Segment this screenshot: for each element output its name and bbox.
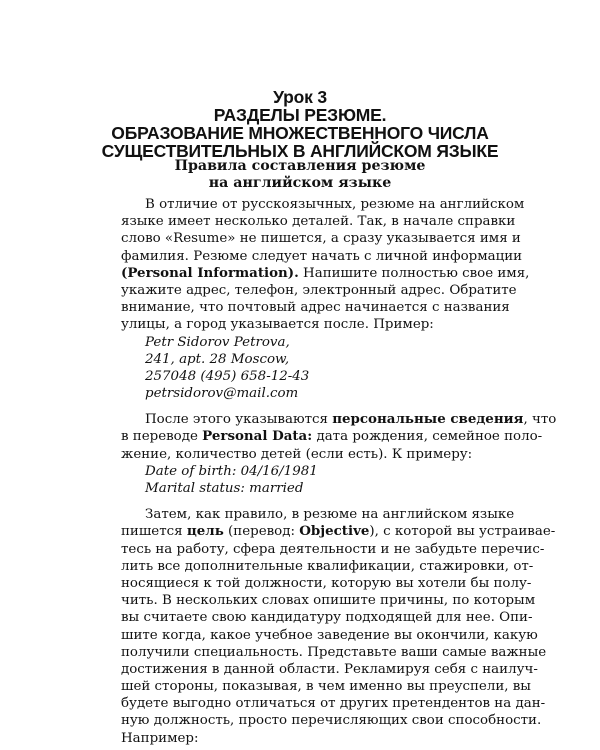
text-line: укажите адрес, телефон, электронный адрес. Обратите	[121, 282, 517, 298]
text-fragment: , что	[523, 412, 557, 428]
example-marital-status: Marital status: married	[145, 481, 304, 496]
lesson-heading	[100, 88, 500, 160]
lesson-number: Урок 3	[273, 87, 327, 107]
text-fragment: После этого указываются	[145, 412, 333, 428]
text-line	[121, 264, 530, 282]
text-fragment: (перевод:	[223, 524, 300, 540]
text-line: улицы, а город указывается после. Пример:	[121, 317, 434, 333]
text-fragment: пишется	[121, 524, 187, 540]
paragraph-intro	[121, 196, 530, 334]
text-fragment: Напишите полностью свое имя,	[298, 265, 530, 281]
text-line: получили специальность. Представьте ваши самые важные	[121, 644, 547, 660]
text-line: Например:	[121, 730, 199, 746]
example-name: Petr Sidorov Petrova,	[145, 334, 290, 350]
text-fragment: дата рождения, семейное поло-	[312, 429, 543, 445]
text-line: шите когда, какое учебное заведение вы окончили, какую	[121, 627, 538, 643]
paragraph-personal-data	[121, 411, 557, 463]
text-line	[121, 428, 543, 445]
text-line: Затем, как правило, в резюме на английском языке	[145, 507, 515, 523]
lesson-title-line-2: ОБРАЗОВАНИЕ МНОЖЕСТВЕННОГО ЧИСЛА	[111, 123, 489, 143]
example-personal-info	[121, 334, 481, 403]
text-line: шей стороны, показывая, в чем именно вы преуспели, вы	[121, 679, 531, 695]
bold-term: Objective	[299, 523, 370, 540]
example-birth-date: Date of birth: 04/16/1981	[145, 463, 318, 479]
section-subheading	[150, 158, 450, 192]
example-email: petrsidorov@mail.com	[145, 386, 299, 402]
text-line: будете выгодно отличаться от других претендентов на дан-	[121, 696, 546, 712]
text-line: ную должность, просто перечисляющих свои способности.	[121, 713, 542, 729]
paragraph-objective	[121, 506, 556, 747]
example-address: 241, apt. 28 Moscow,	[145, 351, 290, 367]
bold-term: Personal Data:	[202, 428, 313, 445]
text-line: тесь на работу, сфера деятельности и не забудьте перечис-	[121, 541, 545, 557]
text-line: носящиеся к той должности, которую вы хотели бы полу-	[121, 575, 532, 591]
text-line	[121, 523, 556, 540]
text-line: В отличие от русскоязычных, резюме на английском	[145, 197, 525, 212]
text-line: жение, количество детей (если есть). К примеру:	[121, 446, 473, 462]
text-line: лить все дополнительные квалификации, стажировки, от-	[121, 558, 534, 574]
subheading-line-1: Правила составления резюме	[174, 158, 426, 174]
bold-term: (Personal Information).	[121, 264, 299, 281]
text-line: вы считаете свою кандидатуру подходящей для нее. Опи-	[121, 610, 533, 626]
example-personal-data	[121, 463, 481, 497]
text-fragment: ), с которой вы устраивае-	[369, 524, 556, 540]
text-line: чить. В нескольких словах опишите причины, по которым	[121, 593, 536, 609]
bold-term: цель	[186, 523, 224, 540]
text-line	[121, 411, 557, 428]
text-line: фамилия. Резюме следует начать с личной информации	[121, 248, 523, 264]
lesson-title-line-1: РАЗДЕЛЫ РЕЗЮМЕ.	[213, 105, 387, 125]
bold-term: персональные сведения	[332, 411, 524, 428]
subheading-line-2: на английском языке	[208, 175, 392, 191]
text-line: достижения в данной области. Рекламируя себя с наилуч-	[121, 661, 538, 677]
body-text	[121, 196, 557, 747]
text-line: языке имеет несколько деталей. Так, в начале справки	[121, 214, 516, 230]
text-line: слово «Resume» не пишется, а сразу указывается имя и	[121, 231, 521, 247]
text-fragment: в переводе	[121, 429, 203, 445]
example-phone: 257048 (495) 658-12-43	[145, 368, 310, 384]
text-line: внимание, что почтовый адрес начинается с названия	[121, 300, 510, 316]
lesson-title-line-3: СУЩЕСТВИТЕЛЬНЫХ В АНГЛИЙСКОМ ЯЗЫКЕ	[101, 141, 499, 161]
